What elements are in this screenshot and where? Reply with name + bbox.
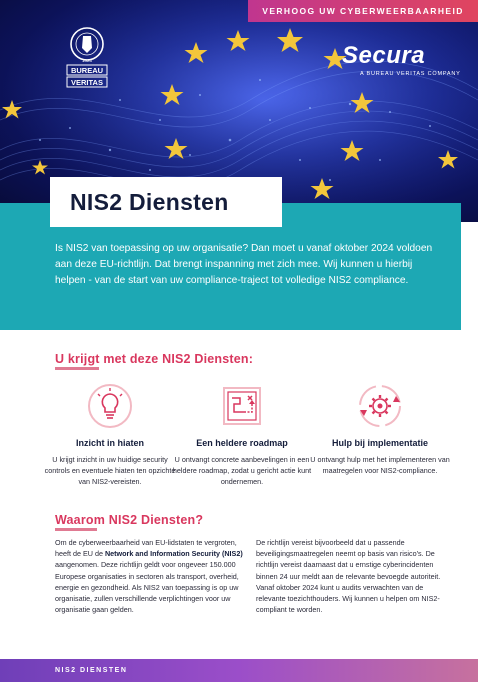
why-right-column: [256, 537, 448, 615]
secura-wordmark: Secura: [342, 42, 426, 69]
feature-roadmap: [172, 382, 312, 487]
feature-gap-insight: [40, 382, 180, 487]
page-title: NIS2 Diensten: [70, 188, 229, 215]
bv-line1: BUREAU: [70, 66, 104, 75]
heading-underline: [55, 528, 97, 531]
top-banner: VERHOOG UW CYBERWEERBAARHEID: [248, 0, 478, 22]
feature-text: U ontvangt concrete aanbevelingen in een heldere roadmap, zodat u gericht actie kunt ondernemen.: [172, 455, 312, 486]
why-left-bold: Network and Information Security (NIS2): [104, 549, 243, 559]
why-left-after: aangenomen. Deze richtlijn geldt voor ongeveer 150.000 Europese organisaties in sectoren als transport, overheid, energie en gezondheid. Als NIS2 van toepassing is op uw organisatie, zullen verschillende verplichtingen voor uw organisatie gaan gelden.: [55, 560, 239, 615]
why-left-column: [55, 537, 247, 615]
intro-text: Is NIS2 van toepassing op uw organisatie? Dan moet u vanaf oktober 2024 voldoen aan deze EU-richtlijn. Dat brengt inspanning met zich mee. Wij kunnen u hierbij helpen - van de start van uw compliance-traject tot volledige NIS2 compliance.: [55, 243, 433, 286]
secura-logo: [342, 42, 462, 82]
feature-title: Hulp bij implementatie: [331, 438, 428, 448]
bv-line2: VERITAS: [71, 78, 103, 87]
footer-label: NIS2 DIENSTEN: [55, 667, 128, 674]
why-heading: [55, 513, 203, 527]
why-left-before: Om de cyberweerbaarheid van EU-lidstaten te vergroten, heeft de EU de: [55, 538, 237, 559]
feature-implementation: [310, 382, 450, 476]
why-right-text: De richtlijn vereist bijvoorbeeld dat u passende beveiligingsmaatregelen neemt op basis van risico's. De richtlijn vereist daarnaast dat u ernstige cyberincidenten binnen 24 uur meldt aan de relevante bevoegde autoriteit. Vanaf oktober 2024 kunt u audits verwachten van de relevante toezichthouders. Wij kunnen u helpen om NIS2-compliant te worden.: [256, 538, 441, 615]
why-heading-text: Waarom NIS2 Diensten?: [55, 513, 204, 527]
feature-title: Inzicht in hiaten: [75, 438, 144, 448]
feature-title: Een heldere roadmap: [196, 438, 288, 448]
title-box: [50, 177, 282, 227]
footer-bar: [0, 659, 478, 682]
features-heading: [55, 352, 253, 366]
roadmap-icon: [218, 382, 266, 430]
secura-subline: A BUREAU VERITAS COMPANY: [360, 71, 461, 77]
bureau-veritas-seal-icon: [52, 22, 122, 92]
gear-cycle-icon: [356, 382, 404, 430]
features-heading-text: U krijgt met deze NIS2 Diensten:: [55, 352, 254, 366]
bv-year: 1828: [81, 58, 93, 63]
lightbulb-icon: [86, 382, 134, 430]
feature-text: U ontvangt hulp met het implementeren van maatregelen voor NIS2-compliance.: [310, 455, 450, 475]
heading-underline: [55, 367, 99, 370]
feature-text: U krijgt inzicht in uw huidige security controls en eventuele hiaten ten opzichte van NIS2-vereisten.: [44, 455, 176, 486]
bureau-veritas-logo: [52, 22, 122, 92]
